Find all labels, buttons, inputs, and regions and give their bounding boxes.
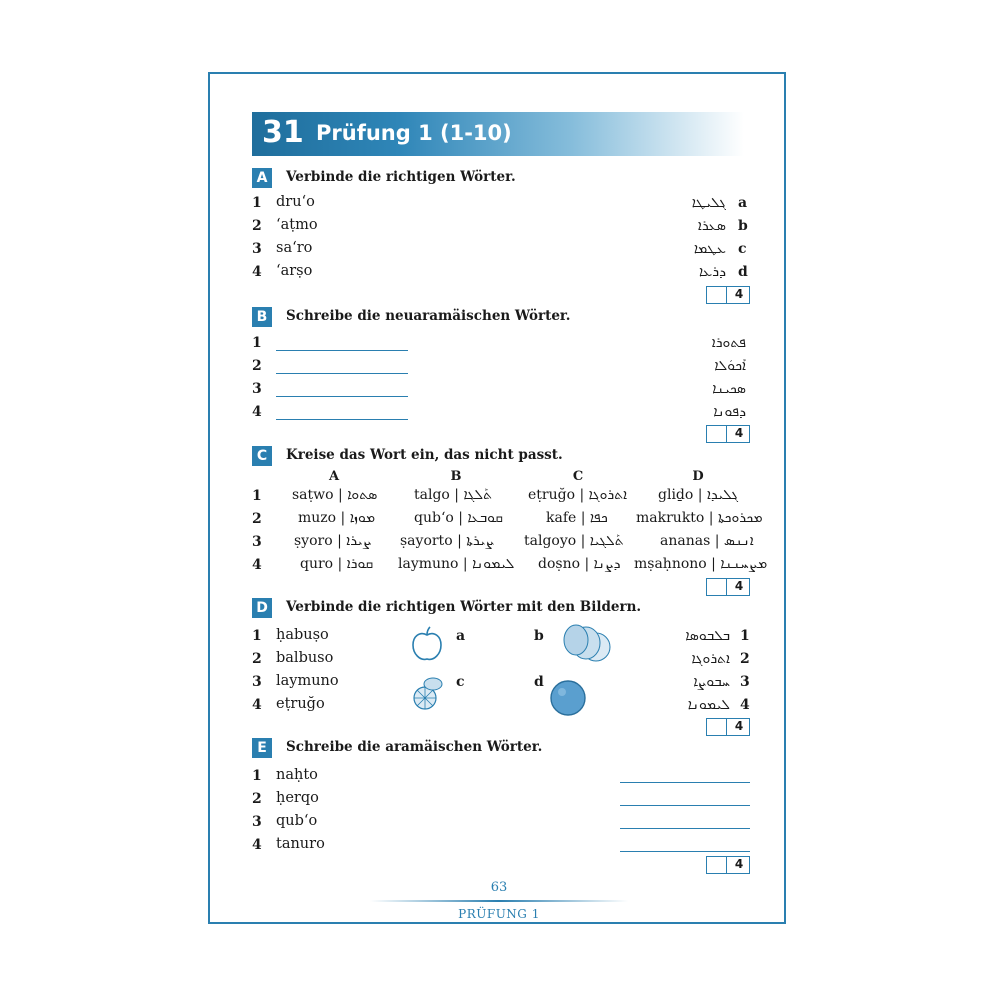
- section-a-word: sa‘ro: [276, 240, 313, 256]
- section-a-word: ‘aṭmo: [276, 217, 318, 233]
- section-b-number: 4: [252, 404, 262, 420]
- apple-icon: [410, 626, 444, 664]
- section-c-cell[interactable]: talgo | ܬܰܠܓܐ: [414, 487, 493, 503]
- score-points: 4: [734, 426, 744, 440]
- section-c-badge: C: [252, 446, 272, 466]
- section-d-word: eṭruğo: [276, 696, 325, 712]
- section-d-word: balbuso: [276, 650, 334, 666]
- section-d-word: ḥabuṣo: [276, 627, 329, 643]
- section-e-answer-line[interactable]: [620, 828, 750, 829]
- section-b-badge: B: [252, 307, 272, 327]
- section-d-syriac: ܚܒܘܨܐ: [693, 674, 730, 690]
- section-e-badge: E: [252, 738, 272, 758]
- section-a-instruction: Verbinde die richtigen Wörter.: [286, 169, 516, 185]
- section-a-syriac: ܣܥܪܐ: [697, 218, 726, 234]
- section-c-row-number: 4: [252, 557, 262, 573]
- section-e-word: ḥerqo: [276, 790, 319, 806]
- section-c-cell[interactable]: muzo | ܡܘܙܐ: [298, 510, 376, 526]
- section-d-number: 4: [252, 697, 262, 713]
- section-c-cell[interactable]: laymuno | ܠܝܡܘܢܐ: [398, 556, 515, 572]
- section-b-syriac: ܐܰܟܘܿܠܐ: [714, 358, 746, 374]
- section-b-answer-line[interactable]: [276, 373, 408, 374]
- section-b-number: 2: [252, 358, 262, 374]
- section-c-cell[interactable]: doṣno | ܕܨܢܐ: [538, 556, 621, 572]
- section-a-letter: b: [738, 218, 748, 234]
- section-d-syriac-number: 4: [740, 697, 750, 713]
- section-a-word: dru‘o: [276, 194, 315, 210]
- section-e-number: 2: [252, 791, 262, 807]
- section-b-syriac: ܦܬܘܪܐ: [711, 335, 746, 351]
- section-e-answer-line[interactable]: [620, 851, 750, 852]
- section-a-badge: A: [252, 168, 272, 188]
- section-d-syriac: ܐܬܪܘܓܐ: [691, 651, 730, 667]
- picture-letter-c: c: [456, 674, 465, 690]
- column-header-a: A: [328, 469, 340, 484]
- section-c-row-number: 1: [252, 488, 262, 504]
- section-c-cell[interactable]: makrukto | ܡܟܪܘܟܬܐ: [636, 510, 763, 526]
- section-b-number: 3: [252, 381, 262, 397]
- column-header-d: D: [692, 469, 704, 484]
- title-band: [252, 112, 744, 156]
- section-c-row-number: 2: [252, 511, 262, 527]
- section-d-syriac-number: 1: [740, 628, 750, 644]
- column-header-b: B: [450, 469, 462, 484]
- worksheet-page: [208, 72, 786, 924]
- section-a-number: 1: [252, 195, 262, 211]
- section-d-badge: D: [252, 598, 272, 618]
- onion-slices-icon: [560, 622, 612, 664]
- section-b-syriac: ܕܦܘܢܐ: [713, 404, 746, 420]
- section-a-letter: d: [738, 264, 748, 280]
- section-c-cell[interactable]: ananas | ܐܢܢܣ: [660, 533, 754, 549]
- section-b-answer-line[interactable]: [276, 396, 408, 397]
- section-c-score-box[interactable]: [706, 578, 750, 596]
- section-d-syriac-number: 3: [740, 674, 750, 690]
- section-e-word: qub‘o: [276, 813, 318, 829]
- section-d-syriac: ܒܠܒܘܣܐ: [685, 628, 730, 644]
- section-b-number: 1: [252, 335, 262, 351]
- section-c-cell[interactable]: ṣayorto | ܨܝܪܬܐ: [400, 533, 495, 549]
- section-a-number: 4: [252, 264, 262, 280]
- section-e-answer-line[interactable]: [620, 805, 750, 806]
- section-e-score-box[interactable]: [706, 856, 750, 874]
- score-points: 4: [734, 579, 744, 593]
- picture-letter-d: d: [534, 674, 544, 690]
- lesson-number: 31: [262, 115, 304, 150]
- section-b-answer-line[interactable]: [276, 419, 408, 420]
- section-a-syriac: ܥܛܡܐ: [693, 241, 726, 257]
- section-d-number: 3: [252, 674, 262, 690]
- section-e-word: tanuro: [276, 836, 325, 852]
- section-d-instruction: Verbinde die richtigen Wörter mit den Bildern.: [286, 599, 642, 615]
- section-d-syriac: ܠܝܡܘܢܐ: [687, 697, 730, 713]
- picture-letter-a: a: [456, 628, 466, 644]
- page-number: 63: [490, 880, 508, 895]
- footer-title: PRÜFUNG 1: [458, 907, 540, 921]
- picture-letter-b: b: [534, 628, 544, 644]
- section-c-cell[interactable]: eṭruğo | ܐܬܪܘܓܐ: [528, 487, 628, 503]
- section-e-instruction: Schreibe die aramäischen Wörter.: [286, 739, 543, 755]
- section-e-number: 4: [252, 837, 262, 853]
- section-a-word: ‘arṣo: [276, 263, 313, 279]
- section-a-syriac: ܕܪܥܐ: [698, 264, 726, 280]
- section-a-score-box[interactable]: [706, 286, 750, 304]
- section-c-row-number: 3: [252, 534, 262, 550]
- score-points: 4: [734, 287, 744, 301]
- section-c-cell[interactable]: kafe | ܟܦܐ: [546, 510, 608, 526]
- section-e-answer-line[interactable]: [620, 782, 750, 783]
- section-c-cell[interactable]: quro | ܩܘܪܐ: [300, 556, 374, 572]
- section-c-cell[interactable]: mṣaḥnono | ܡܨܚܢܢܐ: [634, 556, 768, 572]
- footer-divider: [370, 900, 628, 902]
- section-e-word: naḥto: [276, 767, 318, 783]
- section-d-syriac-number: 2: [740, 651, 750, 667]
- score-points: 4: [734, 857, 744, 871]
- section-d-number: 1: [252, 628, 262, 644]
- orange-icon: [548, 678, 588, 718]
- section-c-cell[interactable]: gliḏo | ܓܠܝܕܐ: [658, 487, 739, 503]
- section-b-score-box[interactable]: [706, 425, 750, 443]
- lemon-icon: [410, 674, 444, 712]
- section-e-number: 3: [252, 814, 262, 830]
- section-c-instruction: Kreise das Wort ein, das nicht passt.: [286, 447, 563, 463]
- section-c-cell[interactable]: ṣyoro | ܨܝܪܐ: [294, 533, 372, 549]
- section-c-cell[interactable]: saṭwo | ܣܬܘܐ: [292, 487, 378, 503]
- section-c-cell[interactable]: talgoyo | ܬܰܠܓܝܐ: [524, 533, 624, 549]
- section-b-answer-line[interactable]: [276, 350, 408, 351]
- section-a-number: 3: [252, 241, 262, 257]
- section-c-cell[interactable]: qub‘o | ܩܘܒܥܐ: [414, 510, 503, 526]
- section-d-score-box[interactable]: [706, 718, 750, 736]
- section-b-syriac: ܣܟܝܢܐ: [712, 381, 746, 397]
- section-a-number: 2: [252, 218, 262, 234]
- section-a-letter: c: [738, 241, 747, 257]
- section-a-syriac: ܓܠܝܛܐ: [691, 195, 726, 211]
- section-a-letter: a: [738, 195, 748, 211]
- section-d-word: laymuno: [276, 673, 339, 689]
- score-points: 4: [734, 719, 744, 733]
- section-d-number: 2: [252, 651, 262, 667]
- column-header-c: C: [572, 469, 584, 484]
- section-b-instruction: Schreibe die neuaramäischen Wörter.: [286, 308, 571, 324]
- section-e-number: 1: [252, 768, 262, 784]
- page-title: Prüfung 1 (1-10): [316, 121, 512, 145]
